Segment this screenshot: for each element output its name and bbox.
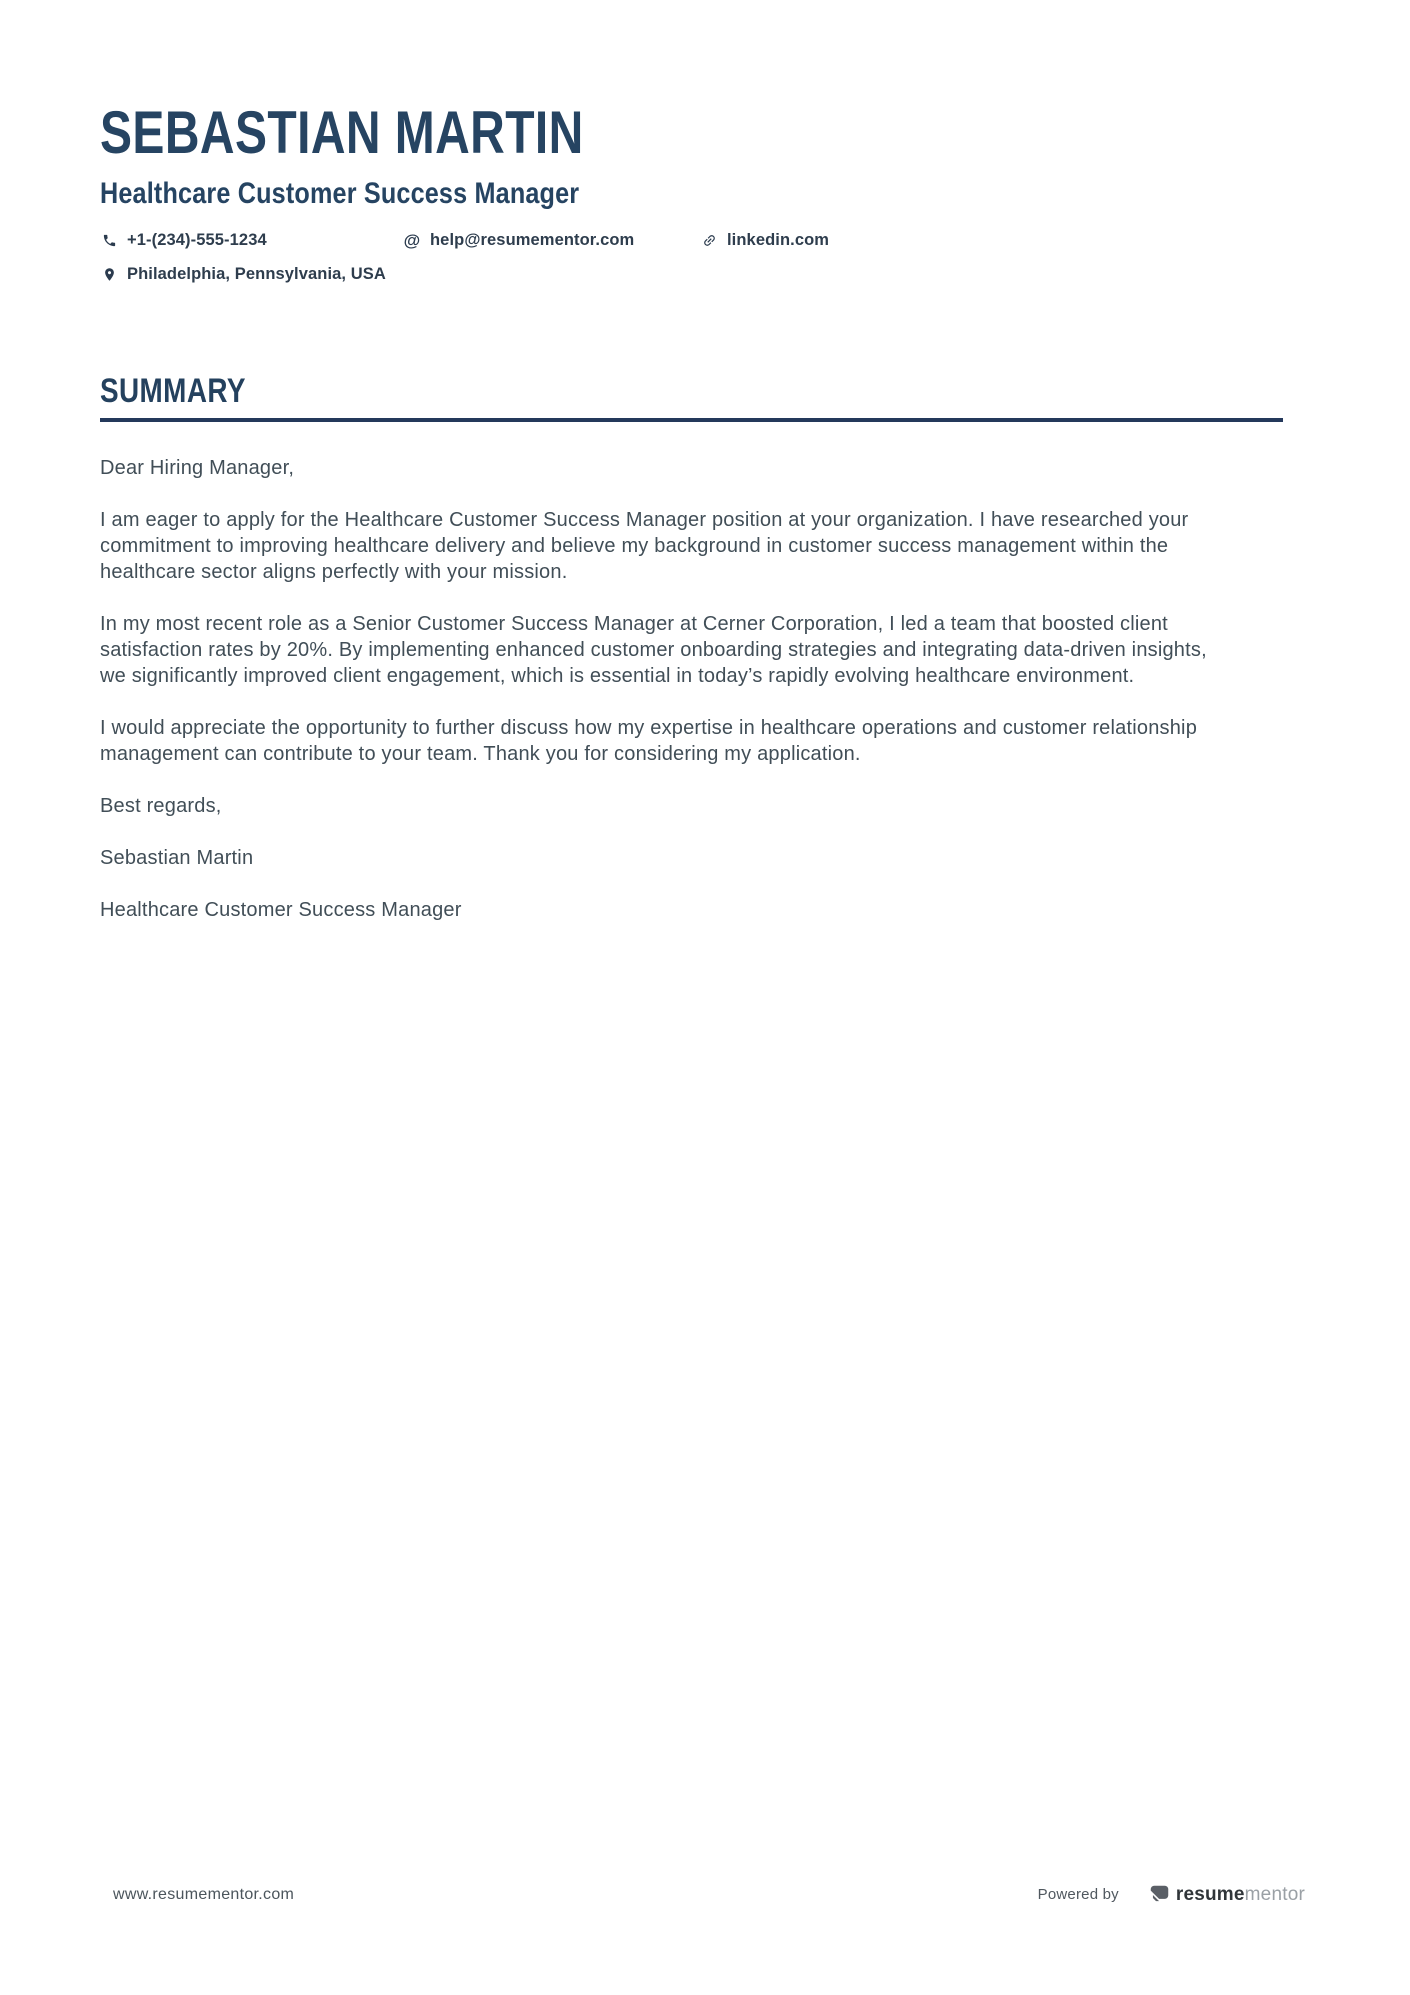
location-pin-icon xyxy=(100,266,118,284)
section-divider xyxy=(100,418,1283,422)
email-at-icon: @ xyxy=(403,231,421,250)
header xyxy=(100,99,1283,284)
paragraph-closing: I would appreciate the opportunity to further discuss how my expertise in healthcare operations and customer relationship management can contribute to your team. Thank you for considering my application. xyxy=(100,717,1198,765)
email-address: help@resumementor.com xyxy=(430,231,635,249)
summary-heading: SUMMARY xyxy=(100,372,246,410)
valediction: Best regards, xyxy=(100,795,222,817)
person-name: SEBASTIAN MARTIN xyxy=(100,99,584,166)
contact-email xyxy=(403,231,700,250)
contact-location xyxy=(100,265,386,284)
paragraph-experience: In my most recent role as a Senior Customer Success Manager at Cerner Corporation, I led a team that boosted client satisfaction rates by 20%. By implementing enhanced customer onboarding strategies and integrating data-driven insights, we significantly improved client engagement, which is essential in today’s rapidly evolving healthcare environment. xyxy=(100,613,1207,687)
signature-title: Healthcare Customer Success Manager xyxy=(100,899,462,921)
linkedin-url[interactable]: linkedin.com xyxy=(727,231,830,249)
link-icon xyxy=(700,232,718,250)
brand-light-part: mentor xyxy=(1244,1884,1305,1905)
job-title: Healthcare Customer Success Manager xyxy=(100,177,580,210)
paragraph-intro: I am eager to apply for the Healthcare Customer Success Manager position at your organization. I have researched your commitment to improving healthcare delivery and believe my background in customer success management within the healthcare sector aligns perfectly with your mission. xyxy=(100,509,1189,583)
summary-section xyxy=(100,374,1283,923)
contact-row-primary xyxy=(100,231,1283,250)
powered-by-label: Powered by xyxy=(1037,1886,1119,1903)
location-text: Philadelphia, Pennsylvania, USA xyxy=(127,265,386,283)
phone-number: +1-(234)-555-1234 xyxy=(127,231,267,249)
brand-wordmark xyxy=(1176,1885,1305,1904)
letter-body xyxy=(100,455,1230,923)
contact-phone xyxy=(100,231,403,250)
page-content xyxy=(0,0,1410,923)
phone-icon xyxy=(100,232,118,250)
resumementor-logo-icon xyxy=(1149,1884,1170,1905)
powered-by xyxy=(1038,1884,1305,1905)
brand-bold-part: resume xyxy=(1175,1884,1245,1905)
footer xyxy=(113,1884,1305,1905)
signature-name: Sebastian Martin xyxy=(100,847,254,869)
footer-website-link[interactable]: www.resumementor.com xyxy=(113,1885,295,1903)
salutation: Dear Hiring Manager, xyxy=(100,457,295,479)
contact-linkedin[interactable] xyxy=(700,231,829,250)
contact-row-secondary xyxy=(100,265,1283,284)
